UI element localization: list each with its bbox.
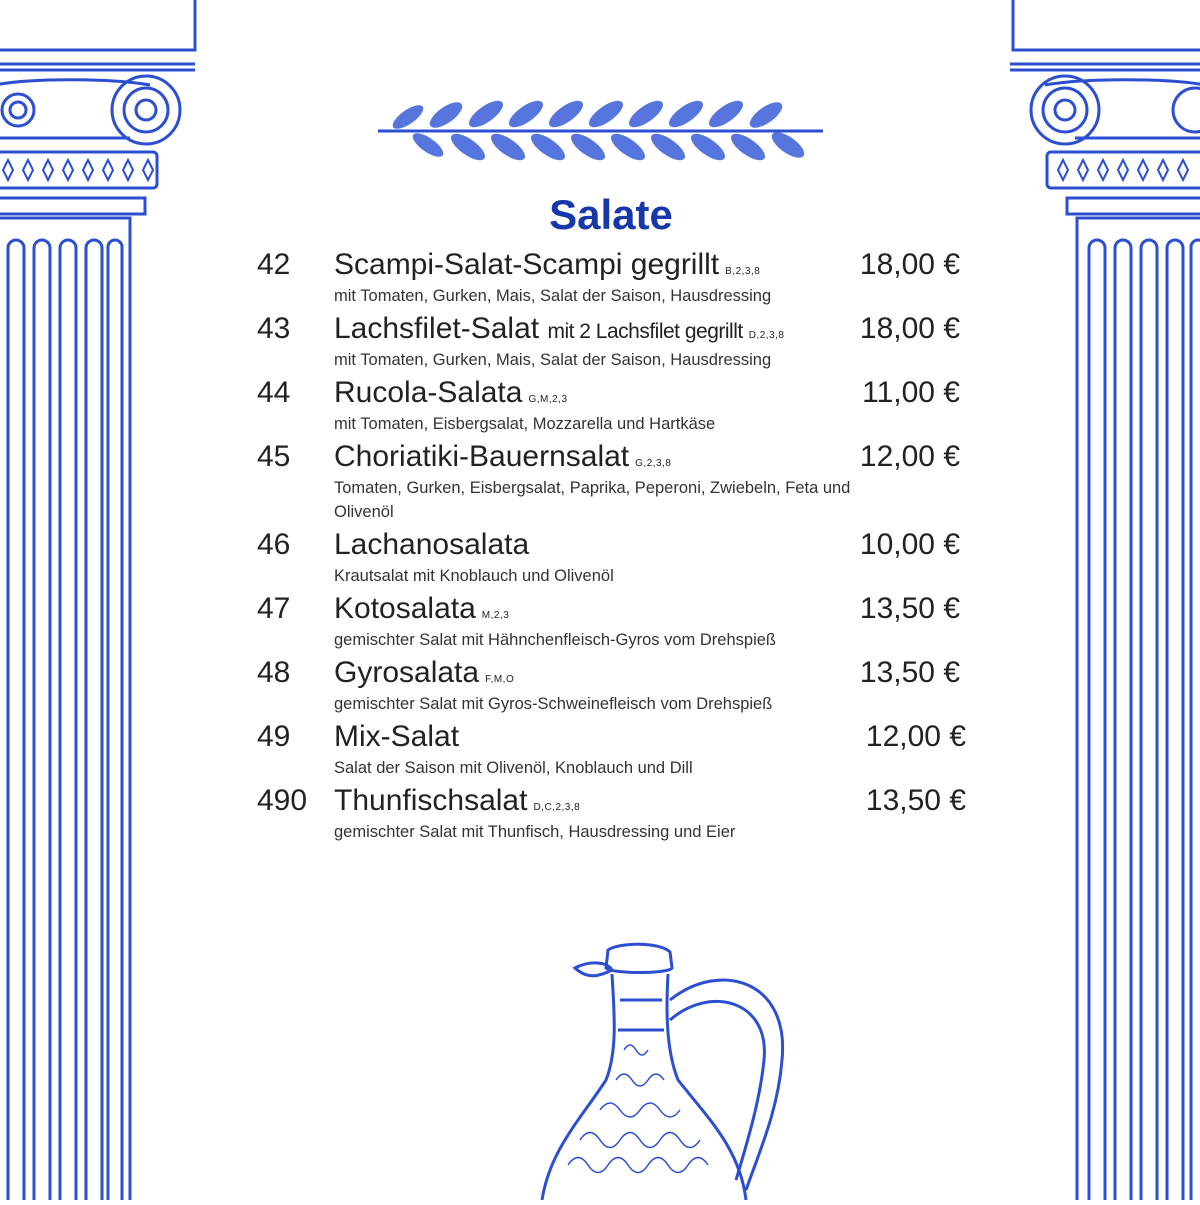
item-name (334, 656, 514, 697)
item-number: 47 (257, 592, 291, 625)
allergen-codes: D,C,2,3,8 (533, 802, 581, 813)
item-description: mit Tomaten, Gurken, Mais, Salat der Saison, Hausdressing (334, 351, 772, 369)
item-number: 48 (257, 656, 291, 689)
item-name (334, 528, 529, 562)
item-title: Mix-Salat (334, 720, 460, 753)
item-price: 13,50 € (865, 784, 966, 817)
item-price: 11,00 € (862, 376, 960, 409)
allergen-codes: F,M,O (485, 674, 515, 685)
item-price: 10,00 € (859, 528, 960, 561)
item-number: 46 (257, 528, 291, 561)
item-description: gemischter Salat mit Gyros-Schweinefleisch vom Drehspieß (334, 695, 773, 713)
item-description: Krautsalat mit Knoblauch und Olivenöl (334, 567, 614, 585)
item-name (334, 592, 509, 633)
item-description: gemischter Salat mit Hähnchenfleisch-Gyros vom Drehspieß (334, 631, 776, 649)
item-title: Lachsfilet-Salat (334, 312, 540, 345)
item-description: mit Tomaten, Eisbergsalat, Mozzarella und Hartkäse (334, 415, 716, 433)
allergen-codes: B,2,3,8 (725, 266, 761, 277)
item-name (334, 376, 568, 417)
item-title: Lachanosalata (334, 528, 530, 561)
item-number: 43 (257, 312, 291, 345)
item-name (334, 312, 784, 353)
item-name (334, 248, 760, 289)
item-name (334, 784, 580, 825)
item-price: 18,00 € (859, 312, 960, 345)
item-number: 490 (257, 784, 308, 817)
item-note: mit 2 Lachsfilet gegrillt (547, 320, 743, 343)
item-number: 49 (257, 720, 291, 753)
item-description: Salat der Saison mit Olivenöl, Knoblauch und Dill (334, 759, 693, 777)
item-number: 44 (257, 376, 291, 409)
item-name (334, 720, 459, 754)
allergen-codes: G,2,3,8 (635, 458, 672, 469)
item-title: Scampi-Salat-Scampi gegrillt (334, 248, 720, 281)
item-title: Choriatiki-Bauernsalat (334, 440, 630, 473)
item-title: Thunfischsalat (334, 784, 528, 817)
item-title: Gyrosalata (334, 656, 480, 689)
item-title: Kotosalata (334, 592, 476, 625)
item-price: 18,00 € (859, 248, 960, 281)
item-description: Tomaten, Gurken, Eisbergsalat, Paprika, Peperoni, Zwiebeln, Feta und Olivenöl (334, 479, 851, 521)
item-price: 13,50 € (859, 656, 960, 689)
allergen-codes: M,2,3 (481, 610, 510, 621)
item-description: mit Tomaten, Gurken, Mais, Salat der Saison, Hausdressing (334, 287, 772, 305)
item-number: 42 (257, 248, 291, 281)
item-number: 45 (257, 440, 291, 473)
item-price: 12,00 € (859, 440, 960, 473)
item-description: gemischter Salat mit Thunfisch, Hausdressing und Eier (334, 823, 736, 841)
olive-oil-jug-icon (520, 940, 800, 1200)
item-price: 13,50 € (859, 592, 960, 625)
item-title: Rucola-Salata (334, 376, 523, 409)
item-price: 12,00 € (865, 720, 966, 753)
section-title: Salate (549, 191, 673, 238)
allergen-codes: G,M,2,3 (528, 394, 568, 405)
item-name (334, 440, 671, 481)
allergen-codes: D,2,3,8 (748, 330, 785, 341)
